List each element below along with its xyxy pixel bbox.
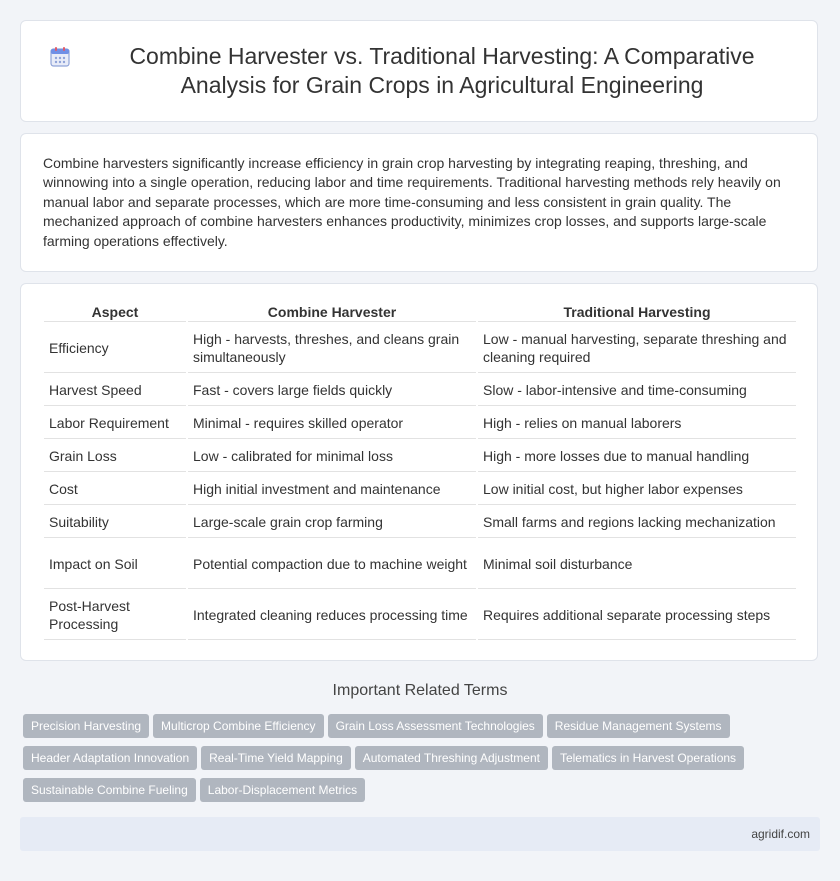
footer-site-link[interactable]: agridif.com: [751, 827, 810, 841]
comparison-table-card: [20, 283, 818, 661]
table-cell: Low - manual harvesting, separate threshing and cleaning required: [478, 324, 796, 373]
summary-card: [20, 133, 818, 272]
table-cell: Small farms and regions lacking mechanization: [478, 507, 796, 538]
tag-telematics[interactable]: Telematics in Harvest Operations: [552, 746, 744, 770]
tag-labor-displacement[interactable]: Labor-Displacement Metrics: [200, 778, 365, 802]
header-card: [20, 20, 818, 122]
table-cell: Integrated cleaning reduces processing time: [188, 591, 476, 640]
table-cell: Slow - labor-intensive and time-consuming: [478, 375, 796, 406]
header-traditional-harvesting: Traditional Harvesting: [478, 302, 796, 322]
table-cell: Efficiency: [44, 324, 186, 373]
table-cell: Labor Requirement: [44, 408, 186, 439]
table-row: [44, 324, 796, 373]
table-row: [44, 474, 796, 505]
table-row: [44, 507, 796, 538]
tag-automated-threshing[interactable]: Automated Threshing Adjustment: [355, 746, 548, 770]
table-header-row: [44, 302, 796, 322]
table-cell: Potential compaction due to machine weight: [188, 540, 476, 589]
table-row: [44, 591, 796, 640]
table-row: [44, 540, 796, 589]
table-cell: High - harvests, threshes, and cleans grain simultaneously: [188, 324, 476, 373]
table-cell: Low initial cost, but higher labor expenses: [478, 474, 796, 505]
table-row: [44, 408, 796, 439]
table-row: [44, 375, 796, 406]
table-cell: Harvest Speed: [44, 375, 186, 406]
table-cell: High - more losses due to manual handling: [478, 441, 796, 472]
footer: [20, 817, 820, 851]
related-terms-title: Important Related Terms: [332, 682, 508, 699]
table-row: [44, 441, 796, 472]
header-aspect: Aspect: [44, 302, 186, 322]
page-title: Combine Harvester vs. Traditional Harvesting: A Comparative Analysis for Grain Crops in Agricultural Engineering: [129, 43, 755, 98]
table-cell: Suitability: [44, 507, 186, 538]
table-cell: Post-Harvest Processing: [44, 591, 186, 640]
tag-header-adaptation[interactable]: Header Adaptation Innovation: [23, 746, 197, 770]
table-cell: Fast - covers large fields quickly: [188, 375, 476, 406]
related-terms-tags: [23, 714, 823, 810]
table-cell: High initial investment and maintenance: [188, 474, 476, 505]
table-cell: Impact on Soil: [44, 540, 186, 589]
tag-multicrop-combine-efficiency[interactable]: Multicrop Combine Efficiency: [153, 714, 324, 738]
table-cell: Minimal - requires skilled operator: [188, 408, 476, 439]
table-cell: Requires additional separate processing steps: [478, 591, 796, 640]
table-cell: Minimal soil disturbance: [478, 540, 796, 589]
table-cell: Low - calibrated for minimal loss: [188, 441, 476, 472]
summary-text: Combine harvesters significantly increase efficiency in grain crop harvesting by integrating reaping, threshing, and winnowing into a single operation, reducing labor and time requirements. Traditional harvesting methods rely heavily on manual labor and separate processes, which are more time-consuming and less consistent in grain quality. The mechanized approach of combine harvesters enhances productivity, minimizes crop losses, and supports large-scale farming operations effectively.: [43, 155, 781, 249]
table-cell: Cost: [44, 474, 186, 505]
table-cell: High - relies on manual laborers: [478, 408, 796, 439]
tag-sustainable-fueling[interactable]: Sustainable Combine Fueling: [23, 778, 196, 802]
tag-real-time-yield-mapping[interactable]: Real-Time Yield Mapping: [201, 746, 351, 770]
header-combine-harvester: Combine Harvester: [188, 302, 476, 322]
tag-precision-harvesting[interactable]: Precision Harvesting: [23, 714, 149, 738]
calendar-icon: [49, 46, 71, 68]
tag-grain-loss-assessment[interactable]: Grain Loss Assessment Technologies: [328, 714, 543, 738]
table-cell: Large-scale grain crop farming: [188, 507, 476, 538]
tag-residue-management[interactable]: Residue Management Systems: [547, 714, 730, 738]
table-cell: Grain Loss: [44, 441, 186, 472]
comparison-table: [42, 300, 798, 642]
